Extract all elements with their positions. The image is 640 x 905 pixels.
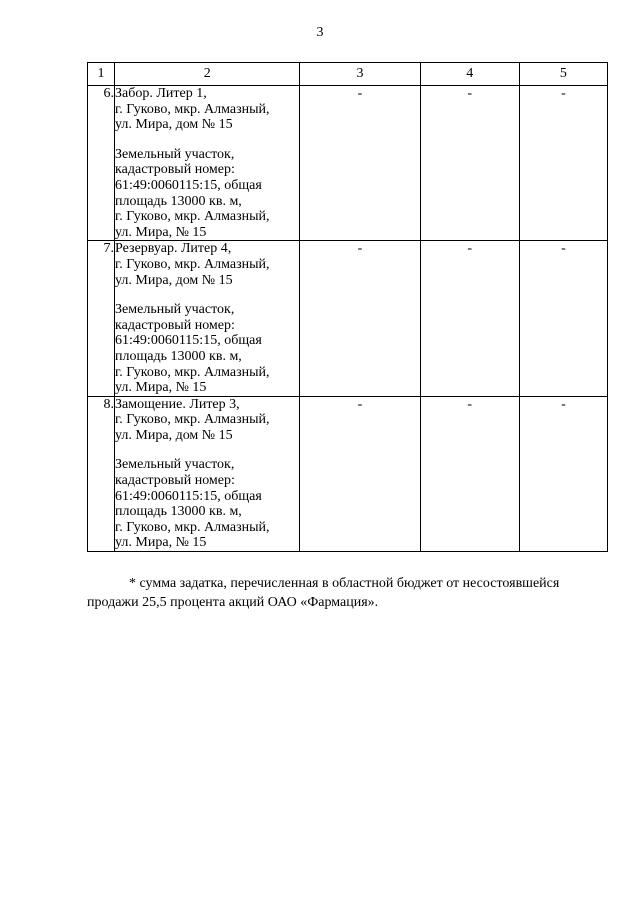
- footnote-line-2: продажи 25,5 процента акций ОАО «Фармация».: [87, 595, 379, 610]
- column-header-1: 1: [88, 63, 115, 86]
- table-header-row: [88, 63, 608, 86]
- table-row: [88, 396, 608, 551]
- table-row: [88, 241, 608, 396]
- object-line: Замощение. Литер 3,: [115, 396, 240, 412]
- cell-col4: -: [420, 86, 519, 241]
- cell-col4: -: [420, 241, 519, 396]
- object-line: ул. Мира, дом № 15: [115, 427, 233, 443]
- land-line: ул. Мира, № 15: [115, 380, 207, 396]
- property-table: [87, 62, 608, 552]
- cell-col4: -: [420, 396, 519, 551]
- object-line: Резервуар. Литер 4,: [115, 241, 232, 257]
- cell-col5: -: [519, 86, 607, 241]
- column-header-2: 2: [115, 63, 300, 86]
- land-line: г. Гуково, мкр. Алмазный,: [115, 519, 270, 535]
- land-line: Земельный участок,: [115, 457, 235, 473]
- row-number: 8.: [88, 396, 115, 551]
- column-header-4: 4: [420, 63, 519, 86]
- object-line: ул. Мира, дом № 15: [115, 117, 233, 133]
- property-description: [115, 86, 300, 241]
- property-description: [115, 241, 300, 396]
- cell-col3: -: [300, 241, 420, 396]
- land-line: ул. Мира, № 15: [115, 224, 207, 240]
- object-line: г. Гуково, мкр. Алмазный,: [115, 256, 270, 272]
- object-line: ул. Мира, дом № 15: [115, 272, 233, 288]
- land-line: кадастровый номер:: [115, 317, 235, 333]
- land-line: площадь 13000 кв. м,: [115, 193, 242, 209]
- land-line: ул. Мира, № 15: [115, 535, 207, 551]
- land-line: Земельный участок,: [115, 302, 235, 318]
- object-line: Забор. Литер 1,: [115, 86, 207, 101]
- land-line: 61:49:0060115:15, общая: [115, 333, 262, 349]
- column-header-3: 3: [300, 63, 420, 86]
- object-line: г. Гуково, мкр. Алмазный,: [115, 412, 270, 428]
- property-description: [115, 396, 300, 551]
- land-line: г. Гуково, мкр. Алмазный,: [115, 209, 270, 225]
- land-line: площадь 13000 кв. м,: [115, 504, 242, 520]
- land-line: 61:49:0060115:15, общая: [115, 488, 262, 504]
- land-line: 61:49:0060115:15, общая: [115, 177, 262, 193]
- cell-col5: -: [519, 241, 607, 396]
- page-number: 3: [316, 25, 324, 40]
- land-line: площадь 13000 кв. м,: [115, 348, 242, 364]
- table-row: [88, 86, 608, 241]
- cell-col3: -: [300, 86, 420, 241]
- land-line: кадастровый номер:: [115, 162, 235, 178]
- row-number: 7.: [88, 241, 115, 396]
- cell-col5: -: [519, 396, 607, 551]
- land-line: г. Гуково, мкр. Алмазный,: [115, 364, 270, 380]
- footnote-line-1: * сумма задатка, перечисленная в областной бюджет от несостоявшейся: [129, 576, 560, 591]
- footnote: [87, 574, 597, 612]
- object-line: г. Гуково, мкр. Алмазный,: [115, 101, 270, 117]
- cell-col3: -: [300, 396, 420, 551]
- land-line: Земельный участок,: [115, 146, 235, 162]
- row-number: 6.: [88, 86, 115, 241]
- column-header-5: 5: [519, 63, 607, 86]
- land-line: кадастровый номер:: [115, 473, 235, 489]
